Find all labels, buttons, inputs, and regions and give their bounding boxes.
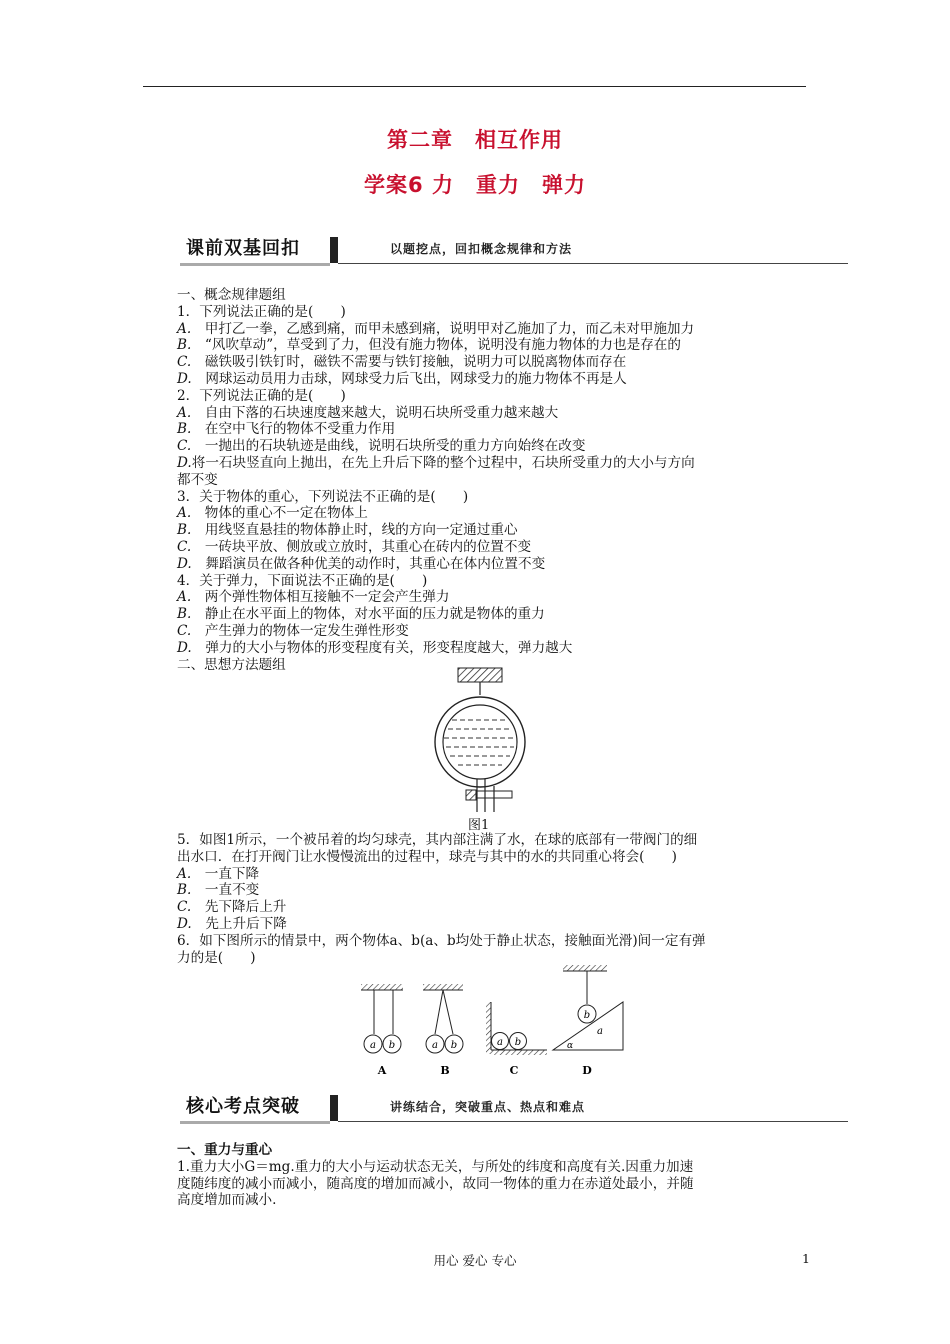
footer-text: 用心 爱心 专心 [433,1253,517,1268]
banner-subtitle: 以题挖点，回扣概念规律和方法 [390,242,573,256]
section-banner-core [180,1093,848,1123]
question-3-stem: 3．关于物体的重心，下列说法不正确的是( ) [177,488,469,505]
banner-label: 课前双基回扣 [186,238,300,259]
question-5-line1: 5．如图1所示，一个被吊着的均匀球壳，其内部注满了水，在球的底部有一带阀门的细 [177,832,698,848]
section-banner-review [180,235,848,265]
q4-option-d: D. 弹力的大小与物体的形变程度有关，形变程度越大，弹力越大 [177,639,573,656]
banner-line [338,1121,848,1122]
scenario-d [553,965,623,1077]
q2-option-d: D.将一石块竖直向上抛出，在先上升后下降的整个过程中，石块所受重力的大小与方向 [177,454,695,471]
ceiling [458,668,502,682]
question-6-line2: 力的是( ) [177,949,256,966]
banner-bar [330,237,338,263]
q1-option-b: B. “风吹草动”，草受到了力，但没有施力物体，说明没有施力物体的力也是存在的 [177,337,681,354]
q5-option-a: A. 一直下降 [177,865,260,882]
scenario-c [486,1002,547,1077]
question-5-line2: 出水口．在打开阀门让水慢慢流出的过程中，球壳与其中的水的共同重心将会( ) [177,848,677,865]
core-para-line1: 1.重力大小G＝mg.重力的大小与运动状态无关，与所处的纬度和高度有关.因重力加速 [177,1158,694,1175]
outer-shell [435,697,525,787]
q1-option-c: C. 磁铁吸引铁钉时，磁铁不需要与铁钉接触，说明力可以脱离物体而存在 [177,354,627,371]
scenario-label: B [440,1064,450,1077]
chapter-title: 第二章 相互作用 [387,128,563,152]
banner-bar [330,1095,338,1121]
banner-subtitle: 讲练结合，突破重点、热点和难点 [390,1100,586,1114]
banner-line [338,263,848,264]
ball-a-label: a [497,1037,503,1048]
q2-option-d-continuation: 都不变 [177,471,218,488]
ball-b-label: b [450,1040,458,1051]
q1-option-d: D. 网球运动员用力击球，网球受力后飞出，网球受力的施力物体不再是人 [177,370,627,387]
banner-underline [180,1121,330,1124]
water-lines [444,720,516,765]
scenario-label: A [377,1064,387,1077]
page-number: 1 [802,1251,810,1266]
ball-b-label: b [514,1037,522,1048]
q4-option-c: C. 产生弹力的物体一定发生弹性形变 [177,622,409,639]
q3-option-a: A. 物体的重心不一定在物体上 [177,505,368,522]
core-heading: 一、重力与重心 [177,1142,273,1158]
core-content [177,1142,817,1209]
core-para-line3: 高度增加而减小. [177,1192,277,1209]
question-1-stem: 1．下列说法正确的是( ) [177,303,346,320]
figure-1-hanging-shell [430,662,530,814]
q2-option-c: C. 一抛出的石块轨迹是曲线，说明石块所受的重力方向始终在改变 [177,438,586,455]
q3-option-b: B. 用线竖直悬挂的物体静止时，线的方向一定通过重心 [177,522,518,539]
scenario-b [423,984,463,1077]
q5-option-c: C. 先下降后上升 [177,899,287,916]
ball-b-label: b [388,1040,396,1051]
q4-option-b: B. 静止在水平面上的物体，对水平面的压力就是物体的重力 [177,606,545,623]
scenario-a [361,984,403,1077]
q5-option-d: D. 先上升后下降 [177,915,287,932]
wedge-a-label: a [597,1026,603,1037]
question-6-line1: 6．如下图所示的情景中，两个物体a、b(a、b均处于静止状态，接触面光滑)间一定有弹 [177,932,706,949]
inner-shell [443,705,517,779]
q4-option-a: A. 两个弹性物体相互接触不一定会产生弹力 [177,589,450,606]
q5-option-b: B. 一直不变 [177,882,260,899]
ball-a-label: a [432,1040,438,1051]
scenario-label: D [582,1064,592,1077]
scenario-label: C [509,1064,519,1077]
q2-option-a: A. 自由下落的石块速度越来越大，说明石块所受重力越来越大 [177,404,559,421]
angle-label: α [566,1041,574,1051]
question-2-stem: 2．下列说法正确的是( ) [177,387,346,404]
q3-option-c: C. 一砖块平放、侧放或立放时，其重心在砖内的位置不变 [177,538,532,555]
q3-option-d: D. 舞蹈演员在做各种优美的动作时，其重心在体内位置不变 [177,555,546,572]
banner-label: 核心考点突破 [186,1096,300,1117]
ball-a-label: a [370,1040,376,1051]
header-rule [143,86,806,87]
core-para-line2: 度随纬度的减小而减小，随高度的增加而减小，故同一物体的重力在赤道处最小，并随 [177,1175,694,1192]
q1-option-a: A. 甲打乙一拳，乙感到痛，而甲未感到痛，说明甲对乙施加了力，而乙未对甲施加力 [177,320,695,337]
banner-underline [180,263,330,266]
method-questions [177,832,817,966]
lesson-title: 学案6 力 重力 弹力 [364,173,586,197]
figure-1-caption: 图1 [468,818,490,833]
valve-handle [466,790,476,800]
figure-q6-scenarios [355,962,625,1080]
section-heading-2: 二、思想方法题组 [177,656,286,673]
question-4-stem: 4．关于弹力，下面说法不正确的是( ) [177,572,428,589]
section-heading: 一、概念规律题组 [177,287,286,303]
ball-b-label: b [583,1010,591,1021]
q2-option-b: B. 在空中飞行的物体不受重力作用 [177,421,396,438]
concept-questions [177,287,817,673]
